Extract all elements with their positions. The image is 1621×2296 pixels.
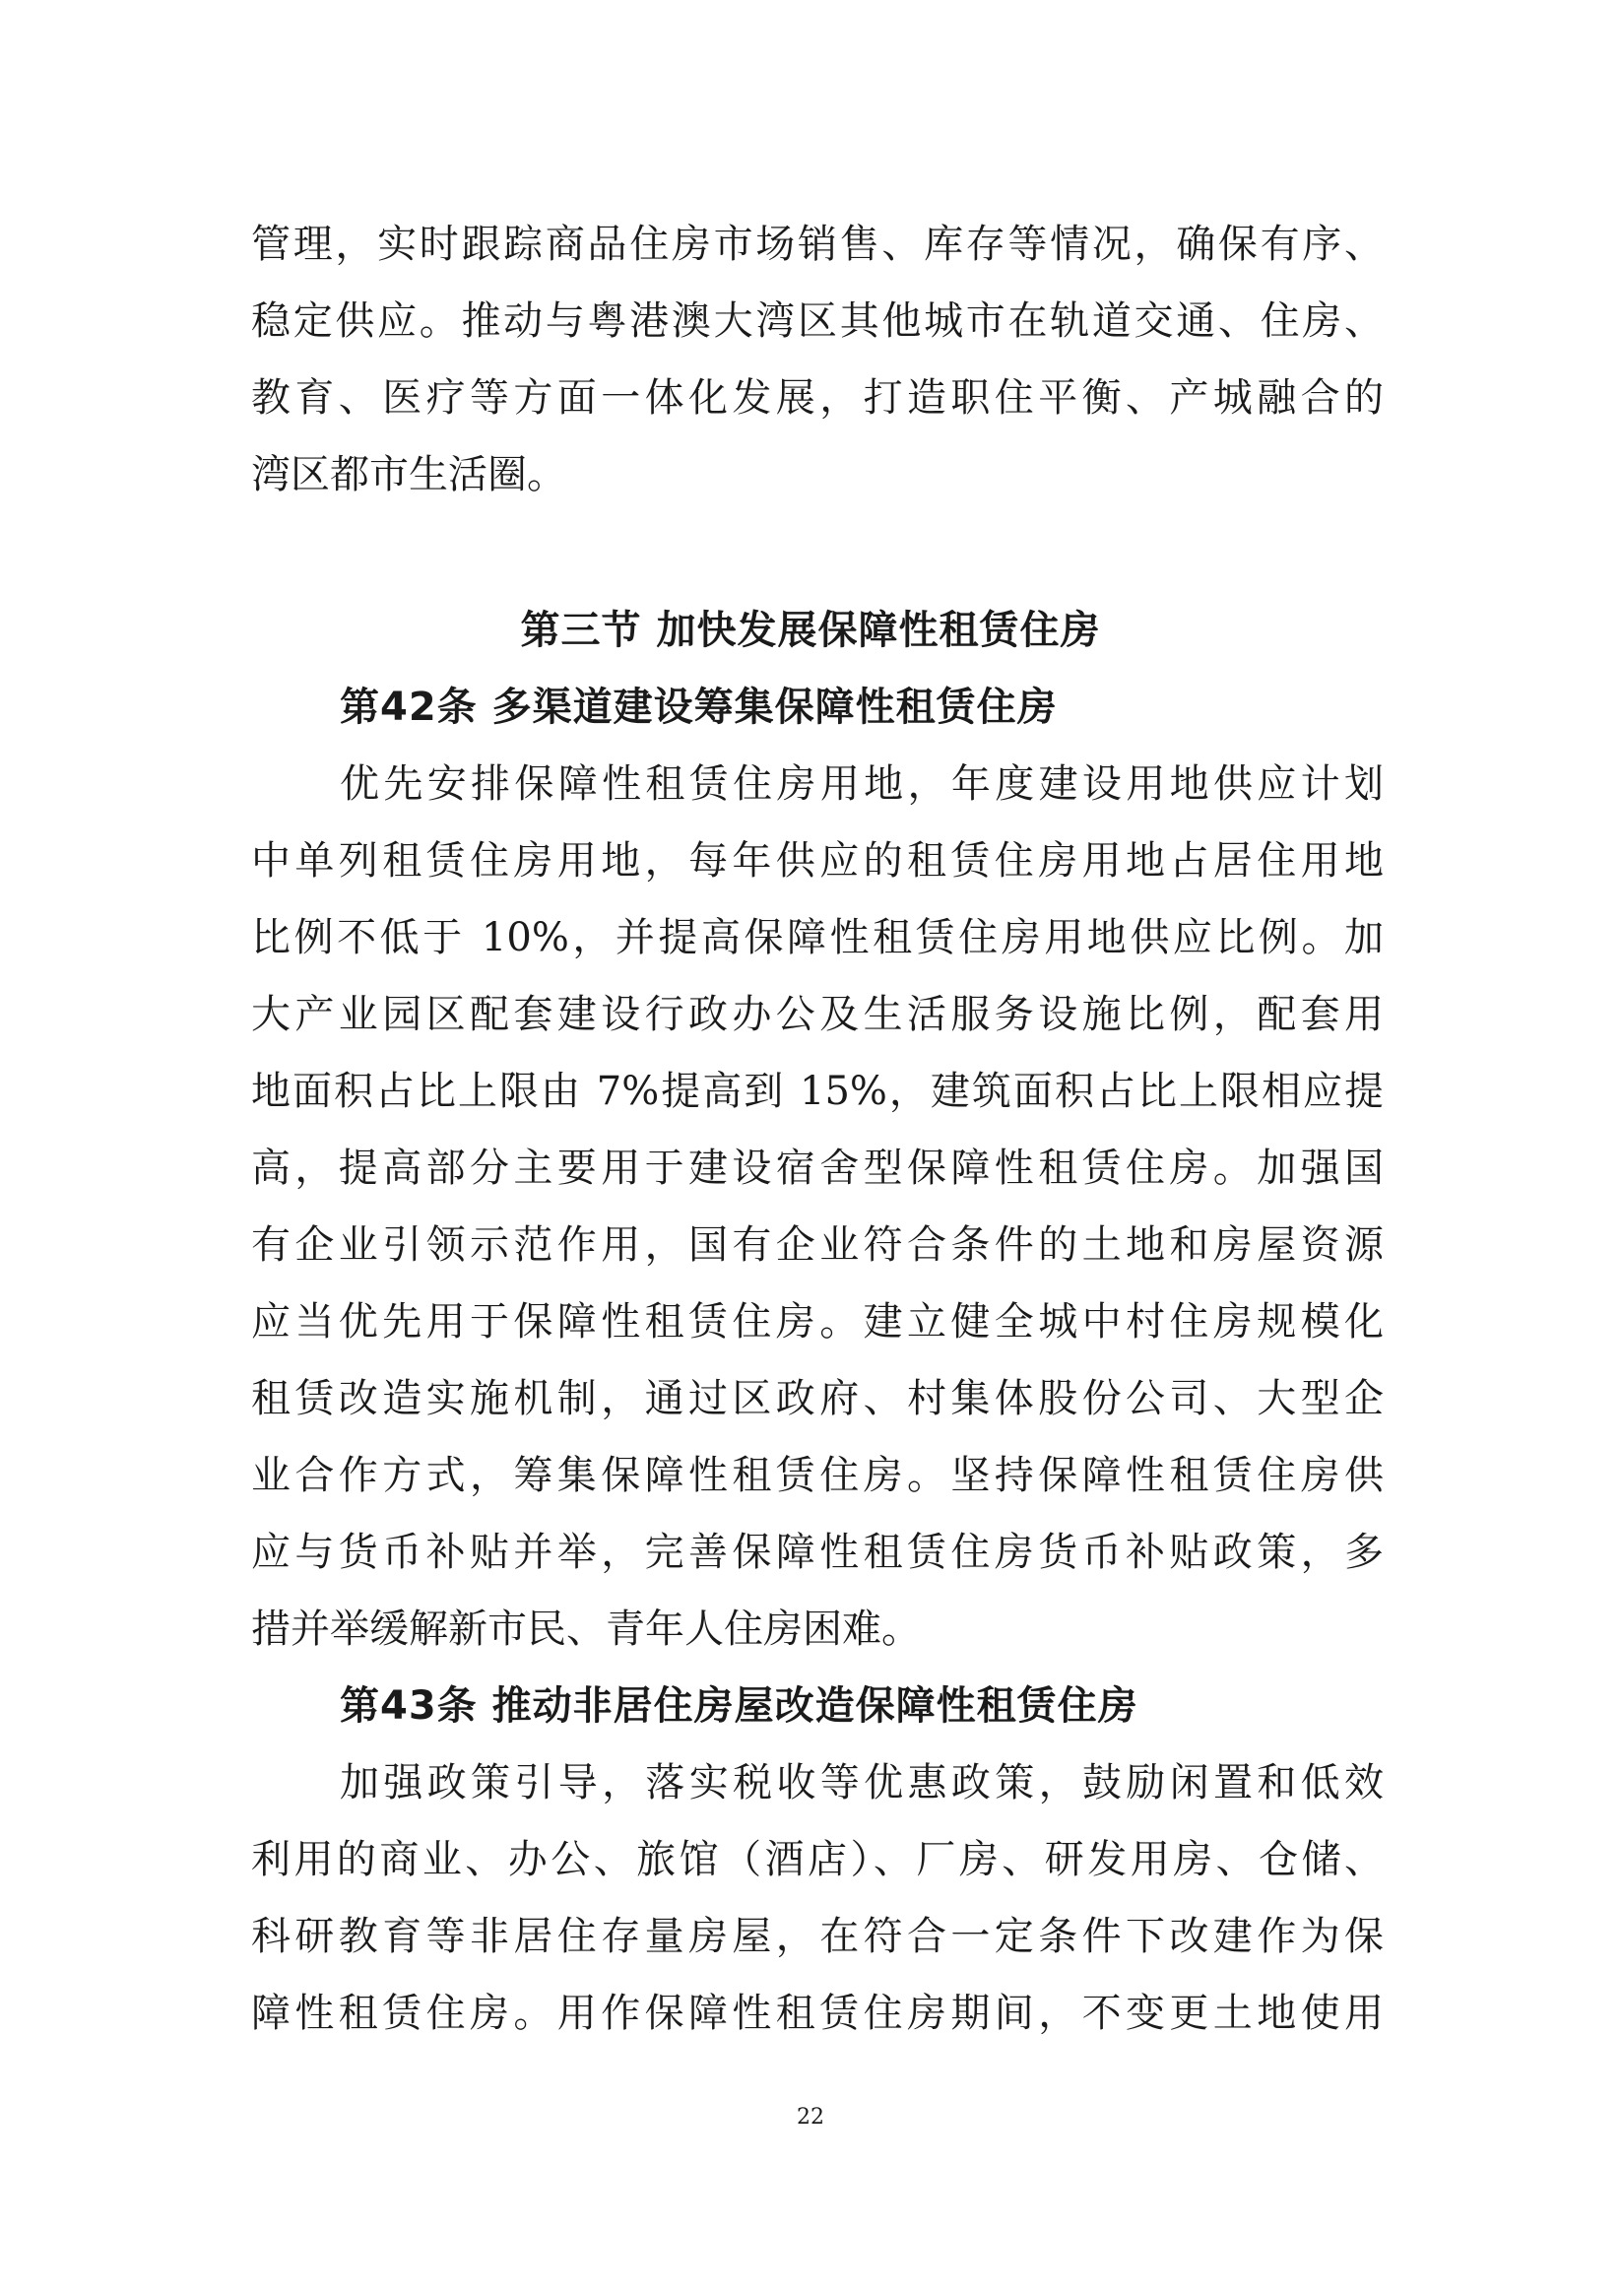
- paragraph-line: 地面积占比上限由 7%提高到 15%，建筑面积占比上限相应提: [251, 1069, 1384, 1114]
- paragraph-line: 租赁改造实施机制，通过区政府、村集体股份公司、大型企: [251, 1376, 1384, 1421]
- paragraph-line: 湾区都市生活圈。: [251, 452, 566, 497]
- paragraph-line: 业合作方式，筹集保障性租赁住房。坚持保障性租赁住房供: [251, 1453, 1384, 1498]
- paragraph-line: 障性租赁住房。用作保障性租赁住房期间，不变更土地使用: [251, 1991, 1384, 2036]
- paragraph-line: 管理，实时跟踪商品住房市场销售、库存等情况，确保有序、: [251, 222, 1384, 267]
- paragraph-line: 加强政策引导，落实税收等优惠政策，鼓励闲置和低效: [340, 1760, 1384, 1805]
- paragraph-line: 利用的商业、办公、旅馆（酒店）、厂房、研发用房、仓储、: [251, 1837, 1384, 1882]
- paragraph-line: 措并举缓解新市民、青年人住房困难。: [251, 1607, 921, 1652]
- paragraph-line: 科研教育等非居住存量房屋，在符合一定条件下改建作为保: [251, 1914, 1384, 1959]
- paragraph-line: 优先安排保障性租赁住房用地，年度建设用地供应计划: [340, 761, 1384, 807]
- section-heading: 第三节 加快发展保障性租赁住房: [520, 608, 1101, 653]
- paragraph-line: 中单列租赁住房用地，每年供应的租赁住房用地占居住用地: [251, 838, 1384, 884]
- paragraph-line: 稳定供应。推动与粤港澳大湾区其他城市在轨道交通、住房、: [251, 298, 1384, 344]
- paragraph-line: 高，提高部分主要用于建设宿舍型保障性租赁住房。加强国: [251, 1146, 1384, 1191]
- article-43-heading: 第43条 推动非居住房屋改造保障性租赁住房: [340, 1683, 1138, 1729]
- paragraph-line: 应与货币补贴并举，完善保障性租赁住房货币补贴政策，多: [251, 1530, 1384, 1575]
- paragraph-line: 应当优先用于保障性租赁住房。建立健全城中村住房规模化: [251, 1299, 1384, 1345]
- page-number: 22: [797, 2105, 824, 2130]
- article-42-heading: 第42条 多渠道建设筹集保障性租赁住房: [340, 685, 1058, 730]
- paragraph-line: 教育、医疗等方面一体化发展，打造职住平衡、产城融合的: [251, 375, 1384, 421]
- paragraph-line: 有企业引领示范作用，国有企业符合条件的土地和房屋资源: [251, 1222, 1384, 1268]
- paragraph-line: 大产业园区配套建设行政办公及生活服务设施比例，配套用: [251, 992, 1384, 1037]
- paragraph-line: 比例不低于 10%，并提高保障性租赁住房用地供应比例。加: [251, 915, 1384, 960]
